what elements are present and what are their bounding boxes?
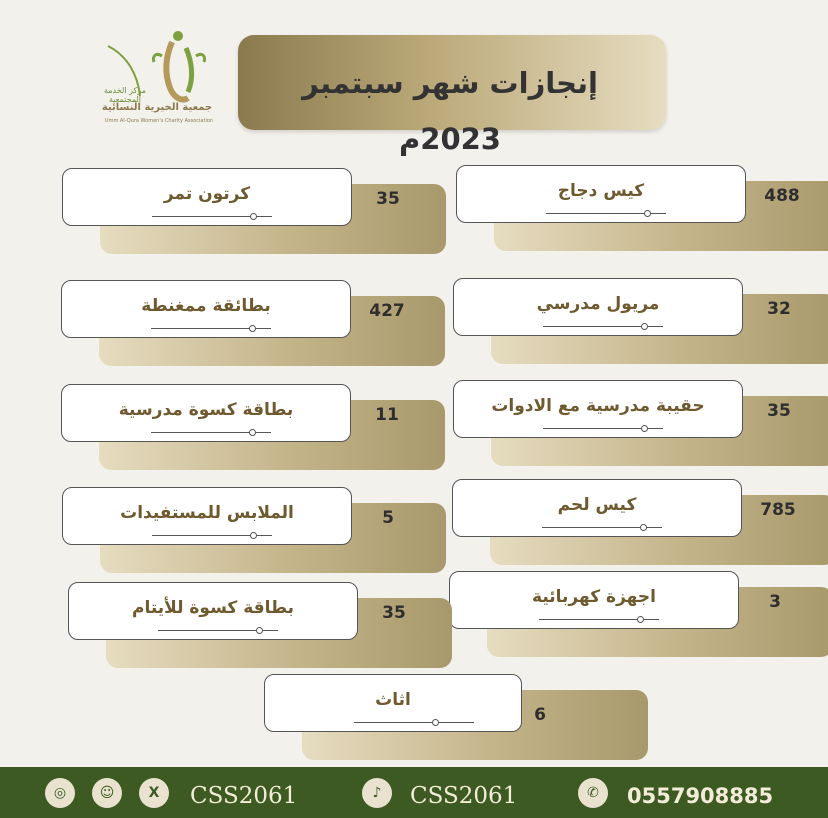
item-value: 6 xyxy=(534,705,546,725)
social-handle: CSS2061 xyxy=(190,783,298,809)
item-value: 785 xyxy=(760,500,796,520)
item-value: 35 xyxy=(382,603,406,623)
item-value: 32 xyxy=(767,299,791,319)
item-beneficiary-clothes xyxy=(62,487,422,567)
item-value: 427 xyxy=(369,301,405,321)
item-meat-bags xyxy=(452,479,812,559)
item-label: مريول مدرسي xyxy=(536,294,660,314)
item-orphans-clothing-card xyxy=(68,582,428,662)
x-icon[interactable]: X xyxy=(139,778,169,808)
item-magnetic-card xyxy=(61,280,421,360)
item-furniture xyxy=(264,674,624,754)
item-value: 35 xyxy=(376,189,400,209)
item-label: كرتون تمر xyxy=(163,184,251,204)
item-chicken-bags xyxy=(456,165,816,245)
item-school-clothing-card xyxy=(61,384,421,464)
item-label: كيس دجاج xyxy=(557,181,645,201)
item-label: حقيبة مدرسية مع الادوات xyxy=(491,396,705,416)
item-value: 488 xyxy=(764,186,800,206)
item-label: بطاقة كسوة مدرسية xyxy=(118,400,294,420)
item-value: 11 xyxy=(375,405,399,425)
item-school-uniform xyxy=(453,278,813,358)
logo-center-text: مركز الخدمة المجتمعية xyxy=(103,86,147,104)
item-value: 5 xyxy=(382,508,394,528)
instagram-icon[interactable]: ◎ xyxy=(45,778,75,808)
item-value: 3 xyxy=(769,592,781,612)
tiktok-icon[interactable]: ♪ xyxy=(362,778,392,808)
tiktok-handle: CSS2061 xyxy=(410,783,518,809)
item-school-bag xyxy=(453,380,813,460)
whatsapp-icon[interactable]: ✆ xyxy=(578,778,608,808)
item-label: بطائقة ممغنطة xyxy=(141,296,271,316)
item-value: 35 xyxy=(767,401,791,421)
item-electrical-devices xyxy=(449,571,809,651)
logo-org-text: جمعية الخيرية النسائية xyxy=(101,102,213,113)
item-label: الملابس للمستفيدات xyxy=(120,503,294,523)
item-label: كيس لحم xyxy=(557,495,637,515)
snapchat-icon[interactable]: ☺ xyxy=(92,778,122,808)
item-label: اجهزة كهربائية xyxy=(532,587,656,607)
item-dates-carton xyxy=(62,168,422,248)
logo-english-text: Umm Al-Qura Women's Charity Association xyxy=(104,118,214,124)
page-title: إنجازات شهر سبتمبر 2023م xyxy=(302,66,598,156)
item-label: بطاقة كسوة للأيتام xyxy=(132,598,294,618)
item-label: اثاث xyxy=(375,690,411,710)
phone-number: 0557908885 xyxy=(627,784,774,808)
